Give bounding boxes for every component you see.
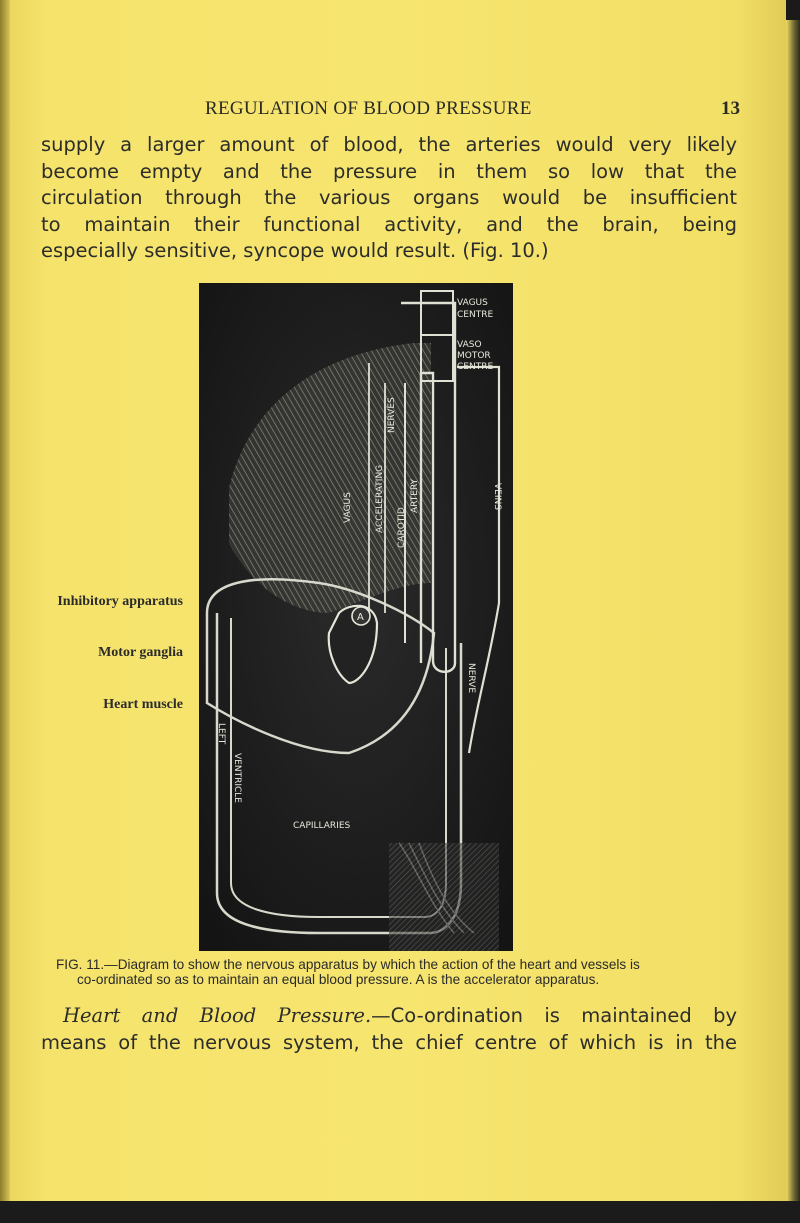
label-heart-muscle: Heart muscle [103,697,183,712]
vasomotor-label-2: MOTOR [457,351,491,361]
ventricle-label: VENTRICLE [232,753,242,803]
caption-line: FIG. 11.—Diagram to show the nervous apparatus by which the action of the heart and vessels is [56,957,640,972]
page-left-edge [0,0,10,1223]
scan-bottom-edge [0,1201,800,1223]
accelerating-label: ACCELERATING [375,464,385,533]
left-label: LEFT [216,723,226,745]
continuation-line-1 [41,1002,737,1029]
continuation-paragraph [41,1002,737,1056]
section-heading-italic: Heart and Blood Pressure. [63,1004,372,1027]
vasomotor-label-3: CENTRE [457,362,494,372]
vasomotor-label-1: VASO [457,340,482,350]
vagus-centre-label-2: CENTRE [457,310,494,320]
label-inhibitory-apparatus: Inhibitory apparatus [57,594,183,609]
artery-label: ARTERY [410,478,420,513]
body-paragraph [41,132,737,265]
lower-hatched-region [389,843,499,951]
nervous-apparatus-diagram [199,283,513,951]
continuation-line-2: means of the nervous system, the chief centre of which is in the [41,1031,737,1054]
caption-line: co-ordinated so as to maintain an equal blood pressure. A is the accelerator apparatus. [77,972,600,987]
paragraph-line: especially sensitive, syncope would result. (Fig. 10.) [41,239,549,262]
page-number: 13 [721,98,740,119]
paragraph-line: to maintain their functional activity, and the brain, being [41,212,737,236]
vagus-label: VAGUS [343,492,353,523]
accelerator-a-label: A [357,612,364,623]
running-title: REGULATION OF BLOOD PRESSURE [205,98,532,119]
veins-label: VEINS [492,483,502,510]
carotid-label: CAROTID [397,507,407,548]
nerve-label: NERVE [466,663,476,694]
capillaries-label: CAPILLARIES [293,821,351,831]
continuation-line-1-text: —Co-ordination is maintained by [371,1004,737,1027]
scan-corner-mark [786,0,800,20]
paragraph-line: circulation through the various organs would be insufficient [41,186,737,209]
label-motor-ganglia: Motor ganglia [98,645,183,660]
running-header [55,98,755,122]
vagus-centre-label-1: VAGUS [457,298,488,308]
figure-caption [56,957,756,987]
nerves-label: NERVES [387,397,397,433]
paragraph-line: become empty and the pressure in them so low that the [41,159,737,183]
paragraph-line: supply a larger amount of blood, the arteries would very likely [41,133,737,156]
page-right-edge [786,0,800,1223]
